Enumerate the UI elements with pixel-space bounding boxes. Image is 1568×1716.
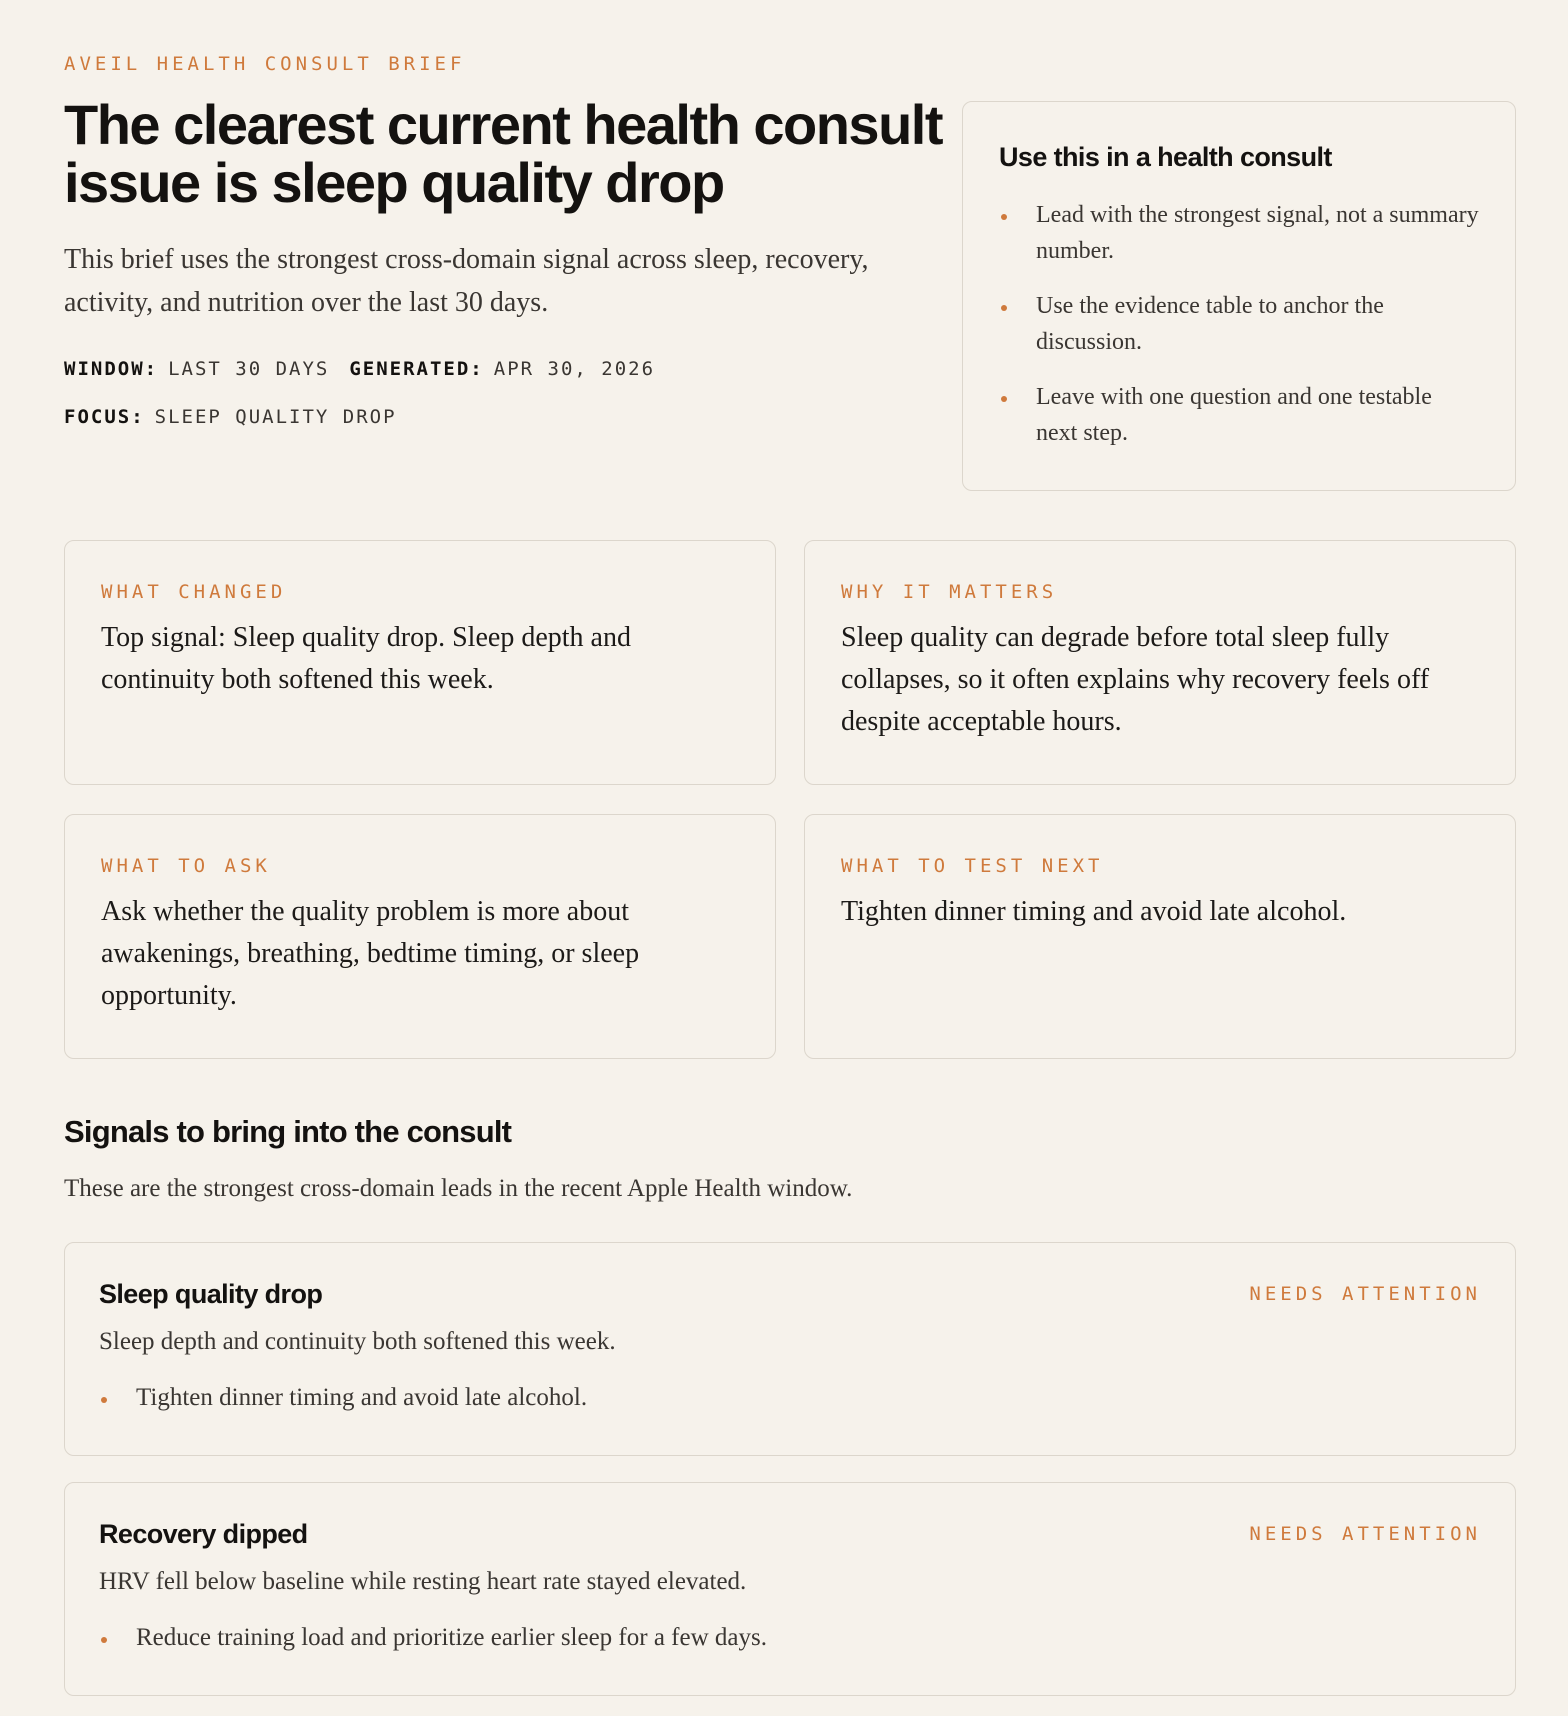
status-badge: NEEDS ATTENTION (1249, 1283, 1481, 1305)
card-label: WHAT TO TEST NEXT (841, 855, 1104, 877)
focus-label: FOCUS: (64, 406, 145, 428)
generated-label: GENERATED: (349, 358, 484, 380)
brief-eyebrow: AVEIL HEALTH CONSULT BRIEF (64, 53, 466, 75)
card-label: WHY IT MATTERS (841, 581, 1058, 603)
signal-actions (99, 1380, 1481, 1416)
signal-description: Sleep depth and continuity both softened this week. (99, 1328, 616, 1355)
focus-value: SLEEP QUALITY DROP (154, 406, 397, 428)
signal-description: HRV fell below baseline while resting heart rate stayed elevated. (99, 1568, 747, 1595)
signal-card (64, 1242, 1516, 1456)
window-label: WINDOW: (64, 358, 159, 380)
use-in-consult-card (962, 101, 1516, 491)
meta-window-generated (64, 358, 655, 380)
what-to-ask-card (64, 814, 776, 1059)
what-changed-card (64, 540, 776, 785)
use-card-item: Use the evidence table to anchor the discussion. (999, 288, 1479, 360)
signals-section-title: Signals to bring into the consult (64, 1114, 512, 1149)
meta-focus (64, 406, 397, 428)
signal-action-item: Tighten dinner timing and avoid late alcohol. (99, 1380, 1481, 1416)
signals-section-subtitle: These are the strongest cross-domain leads in the recent Apple Health window. (64, 1175, 853, 1202)
signal-title: Recovery dipped (99, 1519, 308, 1549)
card-label: WHAT CHANGED (101, 581, 287, 603)
signal-actions (99, 1620, 1481, 1656)
signal-card (64, 1482, 1516, 1696)
card-body: Tighten dinner timing and avoid late alcohol. (841, 896, 1347, 927)
use-card-title: Use this in a health consult (999, 142, 1332, 172)
use-card-list (999, 197, 1479, 451)
window-value: LAST 30 DAYS (168, 358, 330, 380)
why-it-matters-card (804, 540, 1516, 785)
generated-value: APR 30, 2026 (493, 358, 656, 380)
card-body: Top signal: Sleep quality drop. Sleep depth and continuity both softened this week. (101, 622, 631, 695)
what-to-test-next-card (804, 814, 1516, 1059)
card-body: Sleep quality can degrade before total sleep fully collapses, so it often explains why recovery feels off despite acceptable hours. (841, 622, 1430, 737)
brief-intro: This brief uses the strongest cross-domain signal across sleep, recovery, activity, and nutrition over the last 30 days. (64, 244, 869, 318)
use-card-item: Lead with the strongest signal, not a summary number. (999, 197, 1479, 269)
signal-title: Sleep quality drop (99, 1279, 323, 1309)
signal-action-item: Reduce training load and prioritize earlier sleep for a few days. (99, 1620, 1481, 1656)
status-badge: NEEDS ATTENTION (1249, 1523, 1481, 1545)
use-card-item: Leave with one question and one testable next step. (999, 379, 1479, 451)
card-body: Ask whether the quality problem is more about awakenings, breathing, bedtime timing, or sleep opportunity. (101, 896, 640, 1011)
page-title: The clearest current health consult issue is sleep quality drop (64, 93, 942, 214)
card-label: WHAT TO ASK (101, 855, 271, 877)
